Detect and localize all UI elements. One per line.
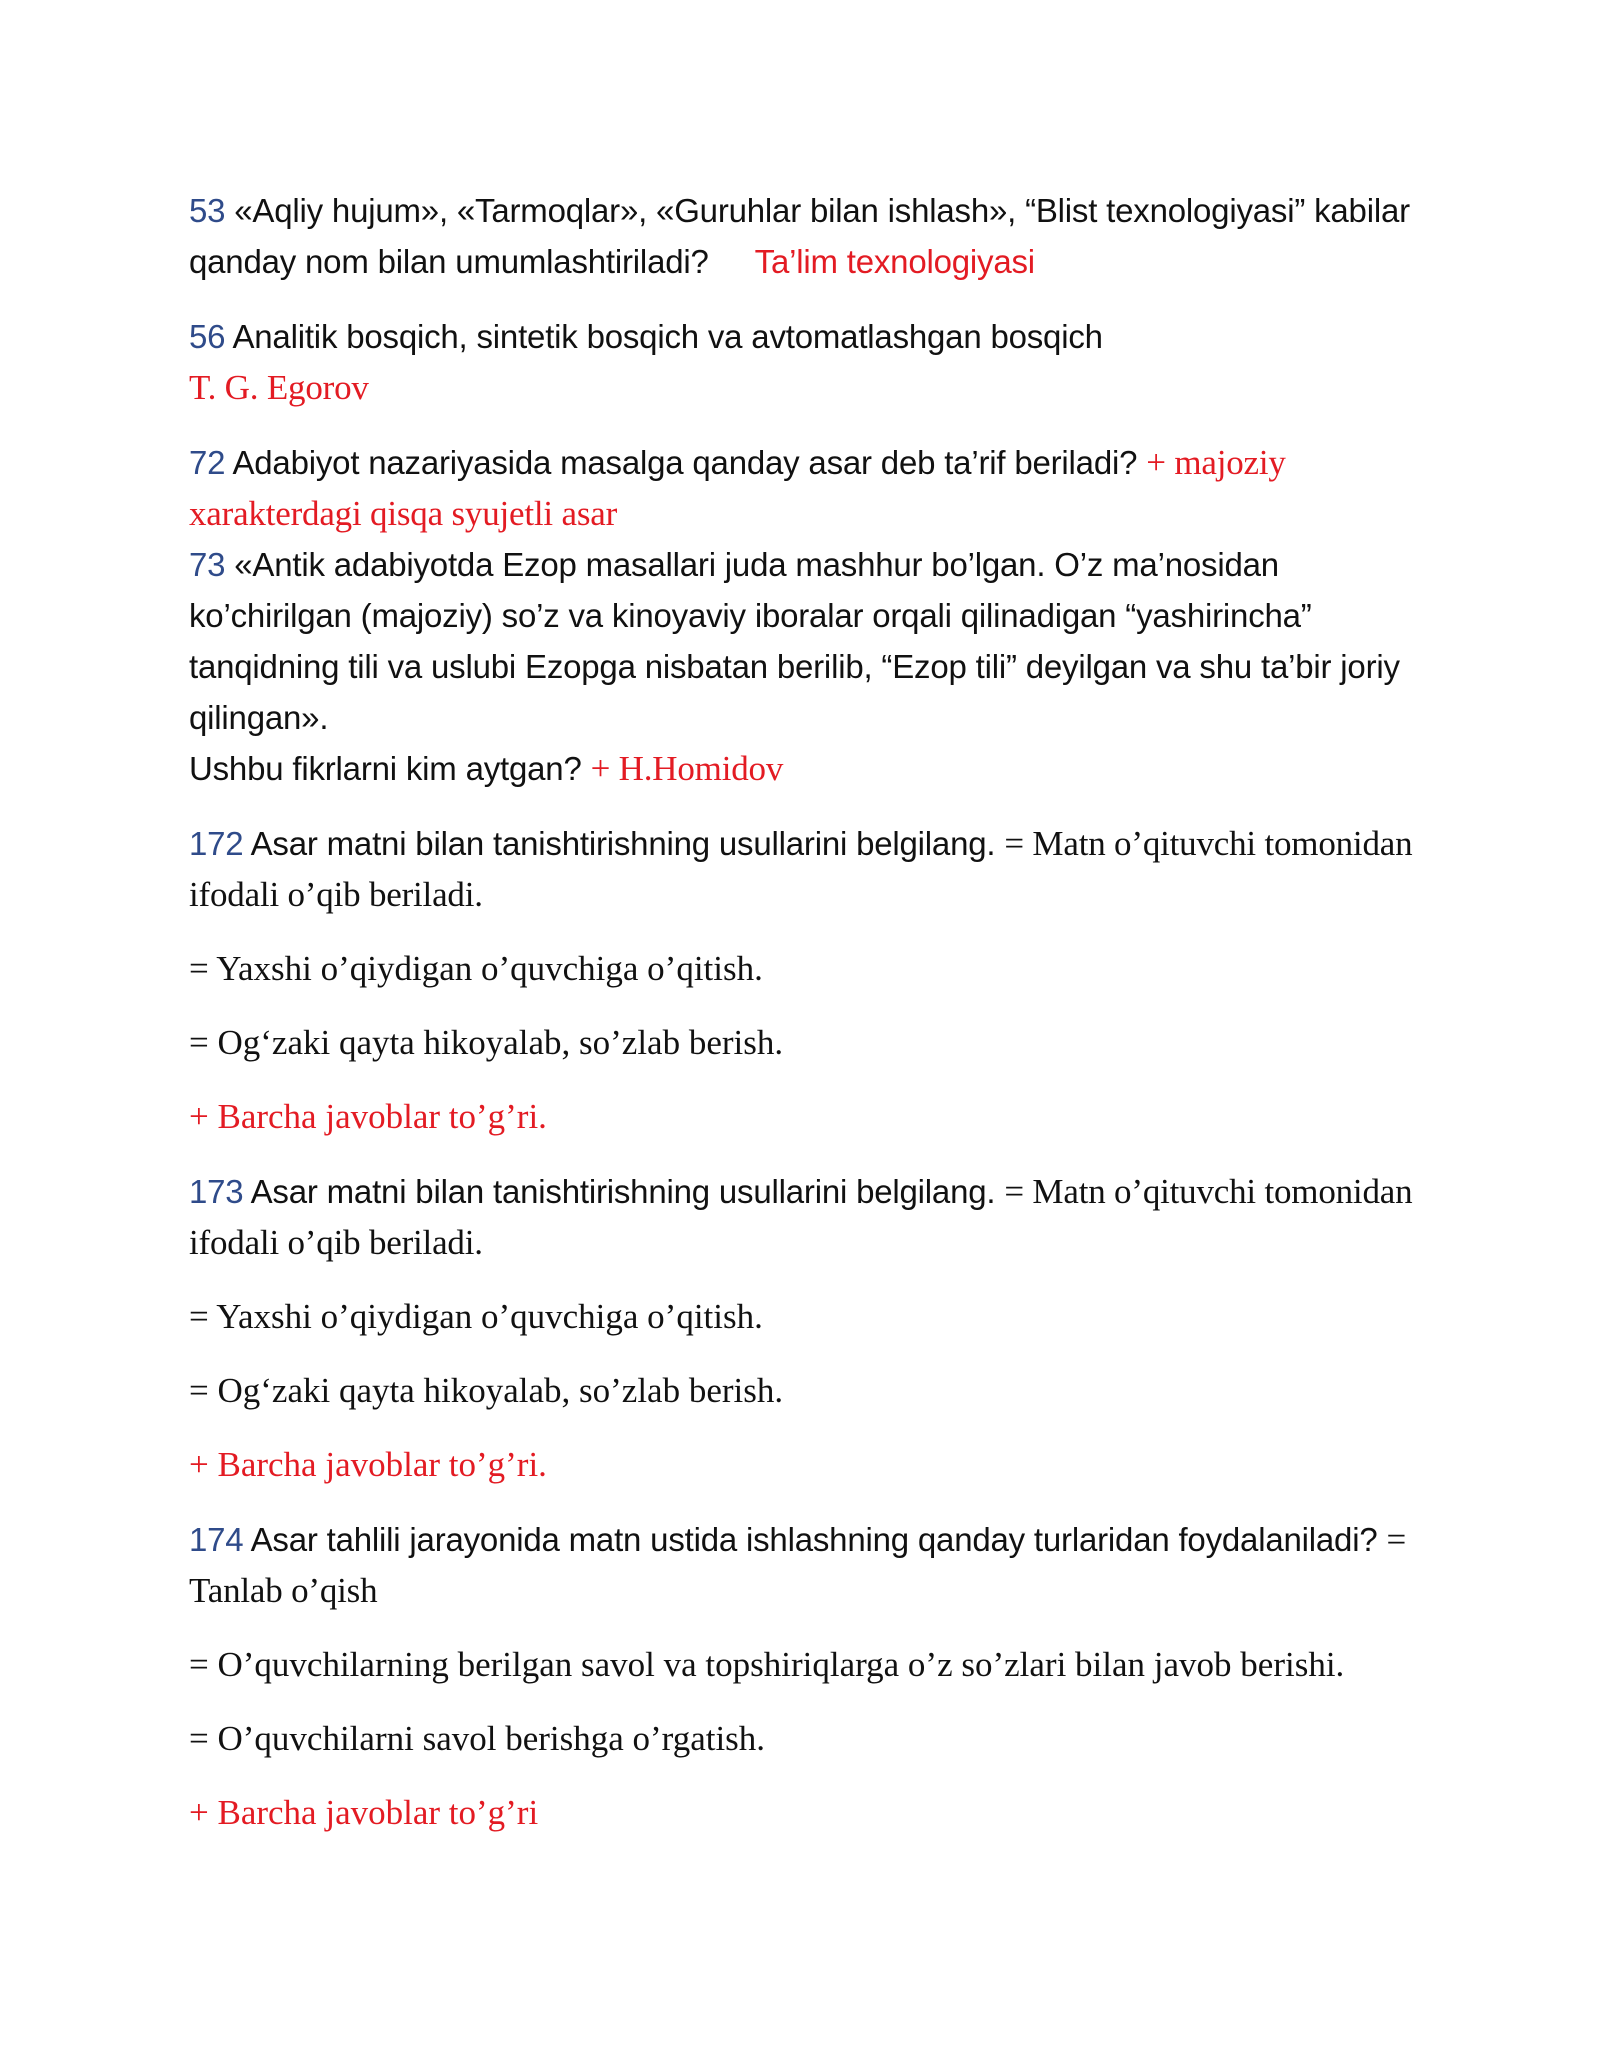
question-173 [189,1166,1429,1268]
question-number: 72 [189,444,226,481]
question-56 [189,311,1429,362]
option-2: = Yaxshi o’qiydigan o’quvchiga o’qitish. [189,1297,763,1336]
question-73 [189,539,1429,743]
correct-answer: + Barcha javoblar to’g’ri. [189,1097,547,1136]
option-1: = Matn o’qituvchi tomonidan ifodali o’qib beriladi. [189,824,1413,914]
answer-56 [189,362,1429,413]
question-text: Adabiyot nazariyasida masalga qanday asar deb ta’rif beriladi? [225,444,1147,481]
question-73-prompt [189,743,1429,794]
question-172 [189,818,1429,920]
option-3: = O’quvchilarni savol berishga o’rgatish. [189,1719,766,1758]
question-number: 53 [189,192,226,229]
answer-text: + majoziy xarakterdagi qisqa syujetli asar [189,443,1286,533]
answer-text: + H.Homidov [590,749,784,788]
question-number: 73 [189,546,226,583]
question-53 [189,185,1429,287]
question-text: Ushbu fikrlarni kim aytgan? [189,750,591,787]
answer-text: T. G. Egorov [189,368,369,407]
option-2: = O’quvchilarning berilgan savol va topshiriqlarga o’z so’zlari bilan javob berishi. [189,1645,1345,1684]
correct-answer: + Barcha javoblar to’g’ri [189,1793,539,1832]
question-174 [189,1514,1429,1616]
question-number: 172 [189,825,244,862]
option-3: = Og‘zaki qayta hikoyalab, so’zlab berish. [189,1023,784,1062]
option-3: = Og‘zaki qayta hikoyalab, so’zlab berish. [189,1371,784,1410]
option-1: = Tanlab o’qish [189,1520,1406,1610]
question-number: 56 [189,318,226,355]
question-text: «Aqliy hujum», «Tarmoqlar», «Guruhlar bilan ishlash», “Blist texnologiyasi” kabilar qanday nom bilan umumlashtiriladi? [189,192,1410,280]
question-text: Asar matni bilan tanishtirishning usullarini belgilang. [243,1173,1005,1210]
question-text: Analitik bosqich, sintetik bosqich va avtomatlashgan bosqich [225,318,1103,355]
answer-text: Ta’lim texnologiyasi [754,243,1035,280]
question-number: 173 [189,1173,244,1210]
option-2: = Yaxshi o’qiydigan o’quvchiga o’qitish. [189,949,763,988]
question-text: Asar matni bilan tanishtirishning usullarini belgilang. [243,825,1005,862]
question-72 [189,437,1429,539]
question-text: «Antik adabiyotda Ezop masallari juda mashhur bo’lgan. O’z ma’nosidan ko’chirilgan (majoziy) so’z va kinoyaviy iboralar orqali qilinadigan “yashirincha” tanqidning tili va uslubi Ezopga nisbatan berilib, “Ezop tili” deyilgan va shu ta’bir joriy qilingan». [189,546,1400,736]
option-1: = Matn o’qituvchi tomonidan ifodali o’qib beriladi. [189,1172,1413,1262]
document-content [189,185,1429,1838]
question-number: 174 [189,1521,244,1558]
question-text: Asar tahlili jarayonida matn ustida ishlashning qanday turlaridan foydalaniladi? [243,1521,1387,1558]
correct-answer: + Barcha javoblar to’g’ri. [189,1445,547,1484]
